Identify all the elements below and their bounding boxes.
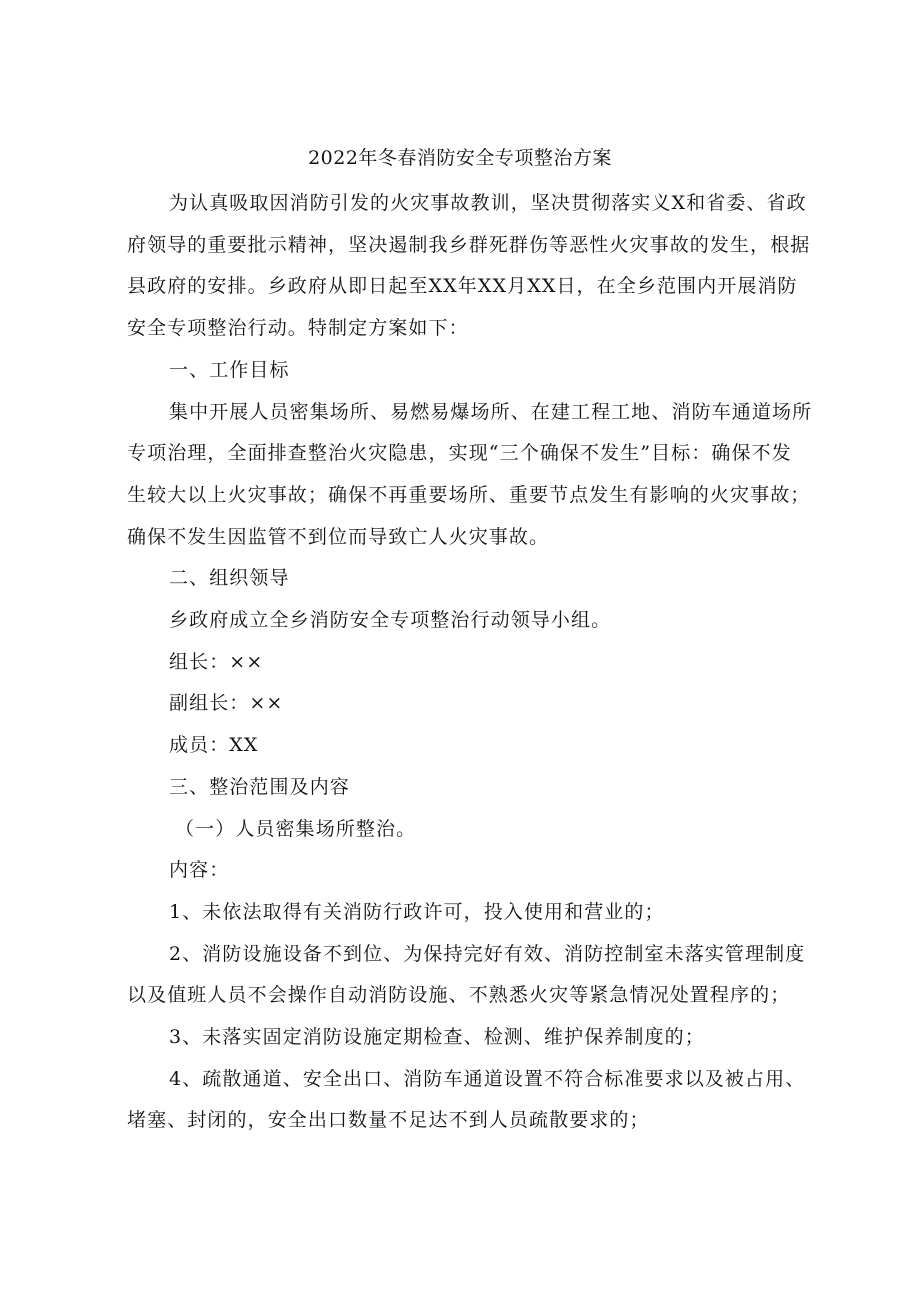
document-title: 2022年冬春消防安全专项整治方案: [308, 147, 612, 169]
list-item: 3、未落实固定消防设施定期检查、检测、维护保养制度的；: [169, 1026, 705, 1049]
paragraph-line: 以及值班人员不会操作自动消防设施、不熟悉火灾等紧急情况处置程序的；: [127, 984, 791, 1007]
paragraph-line: 堵塞、封闭的，安全出口数量不足达不到人员疏散要求的；: [127, 1109, 650, 1132]
paragraph-line: 集中开展人员密集场所、易燃易爆场所、在建工程工地、消防车通道场所: [169, 400, 813, 423]
section-heading: 三、整治范围及内容: [169, 775, 350, 798]
paragraph-line: 安全专项整治行动。特制定方案如下：: [127, 317, 469, 340]
paragraph-line: 专项治理，全面排查整治火灾隐患，实现“三个确保不发生”目标：确保不发: [127, 442, 792, 465]
paragraph-line: 成员：XX: [169, 734, 259, 757]
paragraph-line: 县政府的安排。乡政府从即日起至XX年XX月XX日，在全乡范围内开展消防: [127, 275, 798, 298]
paragraph-line: 为认真吸取因消防引发的火灾事故教训，坚决贯彻落实义X和省委、省政: [169, 192, 807, 214]
section-heading: 二、组织领导: [169, 567, 290, 590]
paragraph-line: 府领导的重要批示精神，坚决遏制我乡群死群伤等恶性火灾事故的发生，根据: [127, 233, 811, 256]
list-item: 1、未依法取得有关消防行政许可，投入使用和营业的；: [169, 900, 665, 923]
section-heading: 一、工作目标: [169, 358, 290, 381]
paragraph-line: 生较大以上火灾事故；确保不再重要场所、重要节点发生有影响的火灾事故；: [127, 483, 811, 506]
paragraph-line: 副组长：××: [169, 692, 284, 715]
paragraph-line: 乡政府成立全乡消防安全专项整治行动领导小组。: [169, 609, 612, 632]
paragraph-line: 确保不发生因监管不到位而导致亡人火灾事故。: [127, 525, 550, 548]
document-body: [127, 183, 817, 1142]
subsection-heading: （一）人员密集场所整治。: [175, 817, 417, 840]
paragraph-line: 组长：××: [169, 650, 264, 673]
paragraph-line: 内容：: [169, 859, 230, 882]
list-item: 4、疏散通道、安全出口、消防车通道设置不符合标准要求以及被占用、: [169, 1067, 806, 1090]
list-item: 2、消防设施设备不到位、为保持完好有效、消防控制室未落实管理制度: [169, 942, 806, 965]
